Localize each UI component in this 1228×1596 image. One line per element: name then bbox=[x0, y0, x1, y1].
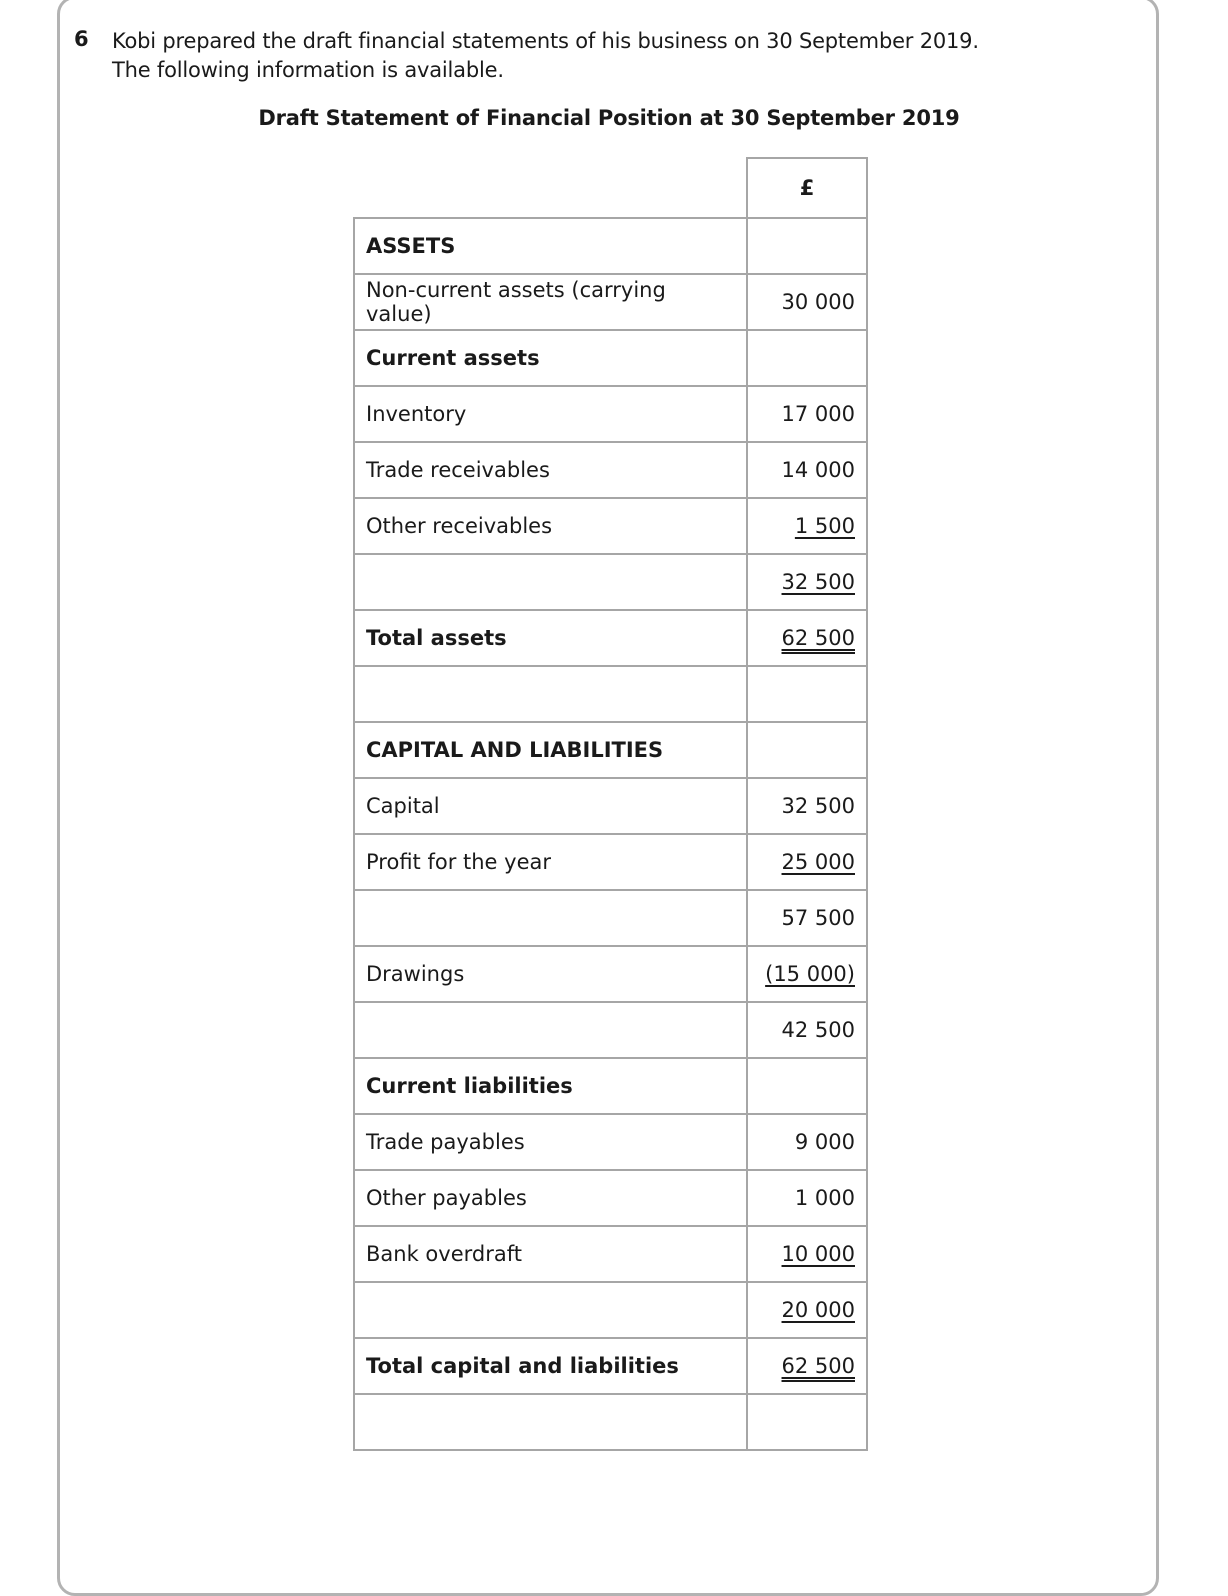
row-value: 17 000 bbox=[781, 402, 855, 426]
table-row bbox=[354, 1058, 867, 1114]
statement-title: Draft Statement of Financial Position at 30 September 2019 bbox=[258, 106, 960, 130]
table-row bbox=[354, 1226, 867, 1282]
row-value-cell bbox=[747, 274, 867, 330]
row-value-cell bbox=[747, 442, 867, 498]
row-value: 1 500 bbox=[794, 514, 855, 538]
row-label bbox=[354, 1394, 747, 1450]
row-value-cell bbox=[747, 778, 867, 834]
row-value-cell bbox=[747, 218, 867, 274]
row-label: Inventory bbox=[354, 386, 747, 442]
table-row bbox=[354, 274, 867, 330]
row-value: 10 000 bbox=[781, 1242, 855, 1266]
table-row bbox=[354, 386, 867, 442]
table-row bbox=[354, 778, 867, 834]
row-label: ASSETS bbox=[354, 218, 747, 274]
table-row bbox=[354, 722, 867, 778]
intro-line: The following information is available. bbox=[112, 58, 504, 82]
table-row bbox=[354, 1114, 867, 1170]
row-label bbox=[354, 666, 747, 722]
row-label: Other receivables bbox=[354, 498, 747, 554]
financial-position-table bbox=[353, 157, 868, 1451]
row-value: 30 000 bbox=[781, 290, 855, 314]
row-value: 62 500 bbox=[781, 626, 855, 650]
row-label: Capital bbox=[354, 778, 747, 834]
row-value: 25 000 bbox=[781, 850, 855, 874]
row-value: 14 000 bbox=[781, 458, 855, 482]
table-header-row bbox=[354, 158, 867, 218]
row-value-cell bbox=[747, 330, 867, 386]
row-label: Trade receivables bbox=[354, 442, 747, 498]
table-row bbox=[354, 1170, 867, 1226]
row-label: Bank overdraft bbox=[354, 1226, 747, 1282]
row-value: (15 000) bbox=[765, 962, 855, 986]
row-value-cell bbox=[747, 834, 867, 890]
row-label: Current assets bbox=[354, 330, 747, 386]
row-label: Current liabilities bbox=[354, 1058, 747, 1114]
question-number: 6 bbox=[74, 27, 89, 51]
row-label: Other payables bbox=[354, 1170, 747, 1226]
table-row bbox=[354, 218, 867, 274]
table-row bbox=[354, 1394, 867, 1450]
row-label: Total assets bbox=[354, 610, 747, 666]
row-value-cell bbox=[747, 1226, 867, 1282]
table-row bbox=[354, 1338, 867, 1394]
row-label bbox=[354, 1002, 747, 1058]
row-value-cell bbox=[747, 722, 867, 778]
row-value-cell bbox=[747, 890, 867, 946]
currency-header: £ bbox=[747, 158, 867, 218]
row-value-cell bbox=[747, 946, 867, 1002]
row-value-cell bbox=[747, 1058, 867, 1114]
table-row bbox=[354, 890, 867, 946]
intro-line: Kobi prepared the draft financial statements of his business on 30 September 2019. bbox=[112, 29, 979, 53]
table-row bbox=[354, 442, 867, 498]
row-label bbox=[354, 554, 747, 610]
row-value: 1 000 bbox=[794, 1186, 855, 1210]
table-row bbox=[354, 498, 867, 554]
question-intro bbox=[112, 27, 979, 85]
row-label: Drawings bbox=[354, 946, 747, 1002]
row-label bbox=[354, 1282, 747, 1338]
row-value-cell bbox=[747, 554, 867, 610]
row-value-cell bbox=[747, 610, 867, 666]
table-row bbox=[354, 330, 867, 386]
row-label bbox=[354, 890, 747, 946]
table-row bbox=[354, 946, 867, 1002]
row-label: CAPITAL AND LIABILITIES bbox=[354, 722, 747, 778]
row-label: Total capital and liabilities bbox=[354, 1338, 747, 1394]
row-value-cell bbox=[747, 386, 867, 442]
row-value: 9 000 bbox=[794, 1130, 855, 1154]
row-value-cell bbox=[747, 1002, 867, 1058]
row-value: 62 500 bbox=[781, 1354, 855, 1378]
row-value: 57 500 bbox=[781, 906, 855, 930]
row-value-cell bbox=[747, 1338, 867, 1394]
table-row bbox=[354, 610, 867, 666]
table-row bbox=[354, 666, 867, 722]
row-value-cell bbox=[747, 1282, 867, 1338]
table-row bbox=[354, 1002, 867, 1058]
table-row bbox=[354, 1282, 867, 1338]
row-label: Profit for the year bbox=[354, 834, 747, 890]
row-value-cell bbox=[747, 1114, 867, 1170]
row-value: 32 500 bbox=[781, 794, 855, 818]
row-value: 20 000 bbox=[781, 1298, 855, 1322]
row-value: 42 500 bbox=[781, 1018, 855, 1042]
table-row bbox=[354, 554, 867, 610]
row-value-cell bbox=[747, 1394, 867, 1450]
row-label: Non-current assets (carrying value) bbox=[354, 274, 747, 330]
table-row bbox=[354, 834, 867, 890]
row-value: 32 500 bbox=[781, 570, 855, 594]
row-value-cell bbox=[747, 1170, 867, 1226]
row-value-cell bbox=[747, 498, 867, 554]
row-value-cell bbox=[747, 666, 867, 722]
row-label: Trade payables bbox=[354, 1114, 747, 1170]
